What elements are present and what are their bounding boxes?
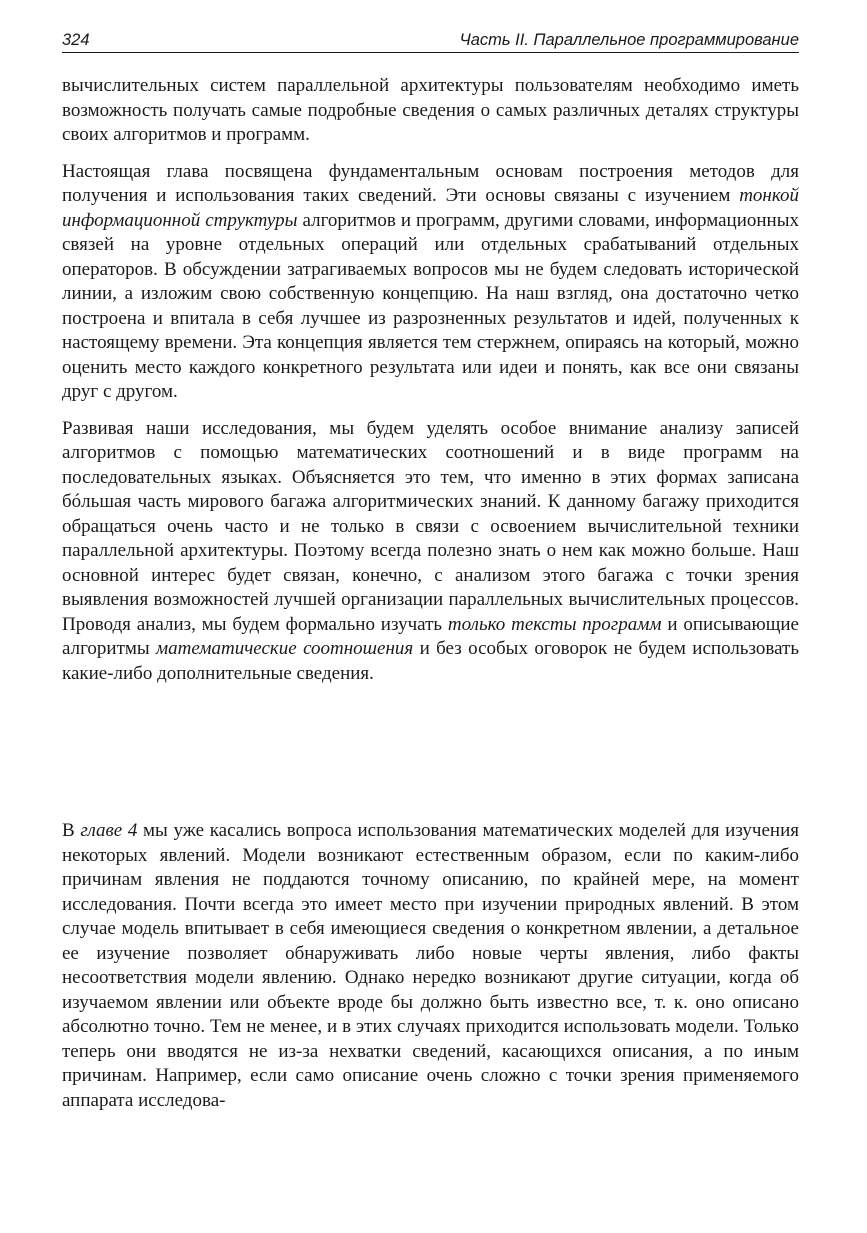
chapter-reference: главе 4 xyxy=(80,820,138,841)
page-number: 324 xyxy=(62,31,90,49)
paragraph-3-emphasis-2: математические соотношения xyxy=(156,638,414,659)
paragraph-4-text-b: мы уже касались вопроса использования математических моделей для изучения некоторых явлений. Модели возникают естественным образом, если по каким-либо причинам явления не поддаются точному описанию, по крайней мере, на момент исследования. Почти всегда это имеет место при изучении природных явлений. В этом случае модель впитывает в себя имеющиеся сведения о конкретном явлении, а детальное ее изучение позволяет обнаруживать либо новые черты явления, либо факты несоответствия модели явлению. Однако нередко возникают другие ситуации, когда об изучаемом явлении или объекте вроде бы должно быть известно все, т. к. оно описано абсолютно точно. Тем не менее, и в этих случаях приходится использовать модели. Только теперь они вводятся не из-за нехватки сведений, касающихся описания, а по иным причинам. Например, если само описание очень сложно с точки зрения применяемого аппарата исследова- xyxy=(62,820,799,1111)
paragraph-3-text-a: Развивая наши исследования, мы будем уделять особое внимание анализу записей алгоритмов с помощью математических соотношений и в виде программ на последовательных языках. Объясняется это тем, что именно в этих формах записана бóльшая часть мирового багажа алгоритмических знаний. К данному багажу приходится обращаться очень часто и не только в связи с освоением вычислительной техники параллельной архитектуры. Поэтому всегда полезно знать о нем как можно больше. Наш основной интерес будет связан, конечно, с анализом этого багажа с точки зрения выявления возможностей лучшей организации параллельных вычислительных процессов. Проводя анализ, мы будем формально изучать xyxy=(62,417,799,635)
page-header xyxy=(62,30,799,53)
paragraph-4 xyxy=(62,819,799,1113)
paragraph-2-emphasis: тонкой информационной структуры xyxy=(62,185,799,231)
paragraph-2-text-a: Настоящая глава посвящена фундаментальным основам построения методов для получения и использования таких сведений. Эти основы связаны с изучением xyxy=(62,160,799,206)
paragraph-1-text: вычислительных систем параллельной архитектуры пользователям необходимо иметь возможность получать самые подробные сведения о самых различных деталях структуры своих алгоритмов и программ. xyxy=(62,75,799,145)
paragraph-3-text-c: и без особых оговорок не будем использовать какие-либо дополнительные сведения. xyxy=(62,638,799,684)
paragraph-2 xyxy=(62,160,799,405)
paragraph-3 xyxy=(62,417,799,687)
paragraph-3-text-b: и описывающие алгоритмы xyxy=(62,613,799,659)
text-block-upper xyxy=(62,74,799,686)
paragraph-3-emphasis-1: только тексты программ xyxy=(447,613,662,635)
paragraph-4-text-a: В xyxy=(62,820,81,841)
paragraph-2-text-b: алгоритмов и программ, другими словами, информационных связей на уровне отдельных операций или отдельных срабатываний отдельных операторов. В обсуждении затрагиваемых вопросов мы не будем следовать исторической линии, а изложим свою собственную концепцию. На наш взгляд, она достаточно четко построена и впитала в себя лучшее из разрозненных результатов и идей, полученных к настоящему времени. Эта концепция является тем стержнем, опираясь на который, можно оценить место каждого конкретного результата или идеи и понять, как все они связаны друг с другом. xyxy=(62,209,799,402)
running-title: Часть II. Параллельное программирование xyxy=(459,31,799,49)
paragraph-1 xyxy=(62,74,799,148)
text-block-lower xyxy=(62,819,799,1113)
